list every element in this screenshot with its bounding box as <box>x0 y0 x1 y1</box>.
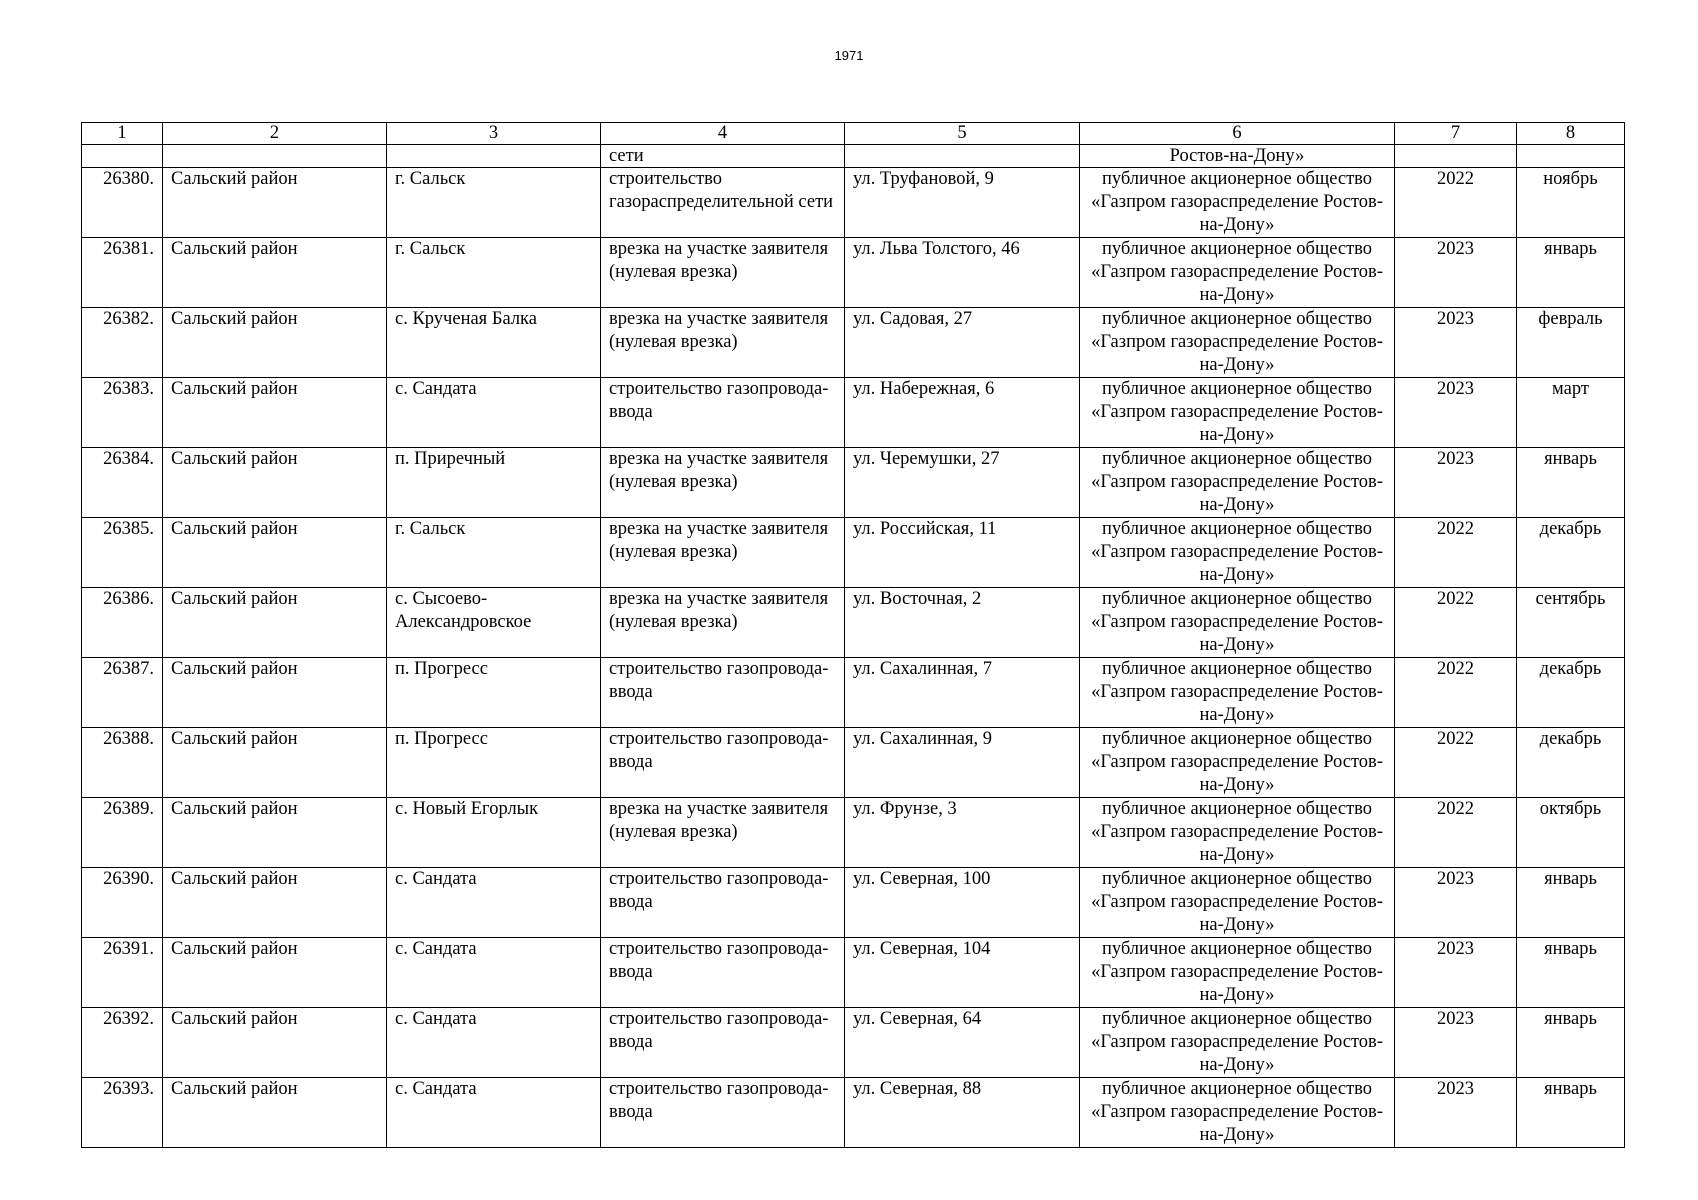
continuation-row <box>82 145 1625 168</box>
cell-year: 2022 <box>1395 518 1517 588</box>
cell-address <box>845 145 1080 168</box>
cell-num: 26384. <box>82 448 163 518</box>
cell-address: ул. Льва Толстого, 46 <box>845 238 1080 308</box>
cell-work: строительство газораспределительной сети <box>601 168 845 238</box>
cell-district: Сальский район <box>163 868 387 938</box>
cell-district: Сальский район <box>163 238 387 308</box>
cell-district: Сальский район <box>163 378 387 448</box>
cell-month: декабрь <box>1517 658 1625 728</box>
cell-num: 26389. <box>82 798 163 868</box>
cell-address: ул. Труфановой, 9 <box>845 168 1080 238</box>
cell-district: Сальский район <box>163 308 387 378</box>
cell-org: публичное акционерное общество «Газпром газораспределение Ростов-на-Дону» <box>1080 798 1395 868</box>
table-row <box>82 378 1625 448</box>
cell-year: 2022 <box>1395 168 1517 238</box>
cell-address: ул. Северная, 88 <box>845 1078 1080 1148</box>
table-row <box>82 868 1625 938</box>
cell-district: Сальский район <box>163 518 387 588</box>
cell-district: Сальский район <box>163 168 387 238</box>
cell-work: врезка на участке заявителя (нулевая врезка) <box>601 518 845 588</box>
cell-num: 26387. <box>82 658 163 728</box>
cell-locality: п. Приречный <box>387 448 601 518</box>
table-row <box>82 1078 1625 1148</box>
cell-work: строительство газопровода-ввода <box>601 868 845 938</box>
cell-district: Сальский район <box>163 728 387 798</box>
cell-org: публичное акционерное общество «Газпром газораспределение Ростов-на-Дону» <box>1080 378 1395 448</box>
cell-district <box>163 145 387 168</box>
cell-org: публичное акционерное общество «Газпром газораспределение Ростов-на-Дону» <box>1080 448 1395 518</box>
cell-locality <box>387 145 601 168</box>
cell-work: врезка на участке заявителя (нулевая врезка) <box>601 448 845 518</box>
cell-num <box>82 145 163 168</box>
column-header: 5 <box>845 123 1080 145</box>
cell-locality: с. Сысоево-Александровское <box>387 588 601 658</box>
cell-month: январь <box>1517 1078 1625 1148</box>
cell-district: Сальский район <box>163 1008 387 1078</box>
column-header: 6 <box>1080 123 1395 145</box>
column-header: 2 <box>163 123 387 145</box>
cell-locality: г. Сальск <box>387 518 601 588</box>
cell-num: 26380. <box>82 168 163 238</box>
cell-district: Сальский район <box>163 448 387 518</box>
cell-work: строительство газопровода-ввода <box>601 1008 845 1078</box>
column-header: 4 <box>601 123 845 145</box>
cell-work: врезка на участке заявителя (нулевая врезка) <box>601 798 845 868</box>
cell-org: публичное акционерное общество «Газпром газораспределение Ростов-на-Дону» <box>1080 588 1395 658</box>
cell-year: 2022 <box>1395 658 1517 728</box>
cell-work: строительство газопровода-ввода <box>601 1078 845 1148</box>
cell-address: ул. Восточная, 2 <box>845 588 1080 658</box>
cell-year: 2023 <box>1395 938 1517 1008</box>
cell-month: январь <box>1517 1008 1625 1078</box>
cell-locality: п. Прогресс <box>387 658 601 728</box>
gasification-table <box>81 122 1625 1148</box>
cell-district: Сальский район <box>163 798 387 868</box>
cell-address: ул. Черемушки, 27 <box>845 448 1080 518</box>
cell-org: публичное акционерное общество «Газпром газораспределение Ростов-на-Дону» <box>1080 238 1395 308</box>
cell-month: февраль <box>1517 308 1625 378</box>
table-row <box>82 1008 1625 1078</box>
cell-work: врезка на участке заявителя (нулевая врезка) <box>601 238 845 308</box>
cell-month <box>1517 145 1625 168</box>
cell-address: ул. Садовая, 27 <box>845 308 1080 378</box>
cell-num: 26382. <box>82 308 163 378</box>
cell-address: ул. Северная, 100 <box>845 868 1080 938</box>
cell-month: январь <box>1517 448 1625 518</box>
table-row <box>82 238 1625 308</box>
cell-work: врезка на участке заявителя (нулевая врезка) <box>601 588 845 658</box>
table-row <box>82 798 1625 868</box>
cell-org: публичное акционерное общество «Газпром газораспределение Ростов-на-Дону» <box>1080 728 1395 798</box>
column-header: 1 <box>82 123 163 145</box>
cell-year: 2022 <box>1395 728 1517 798</box>
table-row <box>82 588 1625 658</box>
cell-org: публичное акционерное общество «Газпром газораспределение Ростов-на-Дону» <box>1080 658 1395 728</box>
table-row <box>82 938 1625 1008</box>
cell-month: декабрь <box>1517 728 1625 798</box>
table-row <box>82 168 1625 238</box>
cell-month: январь <box>1517 868 1625 938</box>
cell-org: публичное акционерное общество «Газпром газораспределение Ростов-на-Дону» <box>1080 308 1395 378</box>
cell-locality: с. Сандата <box>387 938 601 1008</box>
cell-month: март <box>1517 378 1625 448</box>
cell-num: 26385. <box>82 518 163 588</box>
cell-month: январь <box>1517 938 1625 1008</box>
cell-org: публичное акционерное общество «Газпром газораспределение Ростов-на-Дону» <box>1080 1008 1395 1078</box>
cell-locality: с. Сандата <box>387 868 601 938</box>
cell-month: сентябрь <box>1517 588 1625 658</box>
table-row <box>82 448 1625 518</box>
cell-locality: г. Сальск <box>387 168 601 238</box>
column-header: 7 <box>1395 123 1517 145</box>
cell-work: строительство газопровода-ввода <box>601 938 845 1008</box>
cell-year: 2023 <box>1395 1078 1517 1148</box>
cell-work: строительство газопровода-ввода <box>601 658 845 728</box>
page-number: 1971 <box>834 48 864 63</box>
cell-district: Сальский район <box>163 658 387 728</box>
cell-num: 26381. <box>82 238 163 308</box>
cell-org: Ростов-на-Дону» <box>1080 145 1395 168</box>
cell-month: ноябрь <box>1517 168 1625 238</box>
cell-num: 26386. <box>82 588 163 658</box>
cell-district: Сальский район <box>163 588 387 658</box>
table-row <box>82 518 1625 588</box>
cell-org: публичное акционерное общество «Газпром газораспределение Ростов-на-Дону» <box>1080 1078 1395 1148</box>
cell-num: 26388. <box>82 728 163 798</box>
cell-district: Сальский район <box>163 938 387 1008</box>
cell-org: публичное акционерное общество «Газпром газораспределение Ростов-на-Дону» <box>1080 518 1395 588</box>
cell-month: декабрь <box>1517 518 1625 588</box>
cell-locality: п. Прогресс <box>387 728 601 798</box>
cell-address: ул. Сахалинная, 9 <box>845 728 1080 798</box>
cell-district: Сальский район <box>163 1078 387 1148</box>
cell-org: публичное акционерное общество «Газпром газораспределение Ростов-на-Дону» <box>1080 868 1395 938</box>
cell-num: 26393. <box>82 1078 163 1148</box>
cell-address: ул. Сахалинная, 7 <box>845 658 1080 728</box>
cell-locality: с. Сандата <box>387 378 601 448</box>
cell-org: публичное акционерное общество «Газпром газораспределение Ростов-на-Дону» <box>1080 168 1395 238</box>
cell-year: 2023 <box>1395 308 1517 378</box>
cell-address: ул. Фрунзе, 3 <box>845 798 1080 868</box>
column-header: 3 <box>387 123 601 145</box>
cell-year: 2023 <box>1395 238 1517 308</box>
cell-address: ул. Набережная, 6 <box>845 378 1080 448</box>
cell-year: 2023 <box>1395 868 1517 938</box>
cell-work: строительство газопровода-ввода <box>601 728 845 798</box>
cell-address: ул. Российская, 11 <box>845 518 1080 588</box>
header-row <box>82 123 1625 145</box>
cell-work: врезка на участке заявителя (нулевая врезка) <box>601 308 845 378</box>
cell-locality: с. Новый Егорлык <box>387 798 601 868</box>
cell-year: 2023 <box>1395 378 1517 448</box>
cell-num: 26391. <box>82 938 163 1008</box>
cell-num: 26383. <box>82 378 163 448</box>
cell-work: строительство газопровода-ввода <box>601 378 845 448</box>
cell-month: январь <box>1517 238 1625 308</box>
cell-year: 2023 <box>1395 1008 1517 1078</box>
table-row <box>82 658 1625 728</box>
cell-locality: с. Сандата <box>387 1008 601 1078</box>
column-header: 8 <box>1517 123 1625 145</box>
cell-month: октябрь <box>1517 798 1625 868</box>
cell-work: сети <box>601 145 845 168</box>
cell-year: 2022 <box>1395 798 1517 868</box>
cell-address: ул. Северная, 64 <box>845 1008 1080 1078</box>
table-row <box>82 728 1625 798</box>
cell-year: 2022 <box>1395 588 1517 658</box>
cell-year: 2023 <box>1395 448 1517 518</box>
cell-year <box>1395 145 1517 168</box>
cell-locality: с. Крученая Балка <box>387 308 601 378</box>
cell-num: 26390. <box>82 868 163 938</box>
cell-org: публичное акционерное общество «Газпром газораспределение Ростов-на-Дону» <box>1080 938 1395 1008</box>
cell-num: 26392. <box>82 1008 163 1078</box>
table-row <box>82 308 1625 378</box>
cell-locality: г. Сальск <box>387 238 601 308</box>
cell-locality: с. Сандата <box>387 1078 601 1148</box>
cell-address: ул. Северная, 104 <box>845 938 1080 1008</box>
